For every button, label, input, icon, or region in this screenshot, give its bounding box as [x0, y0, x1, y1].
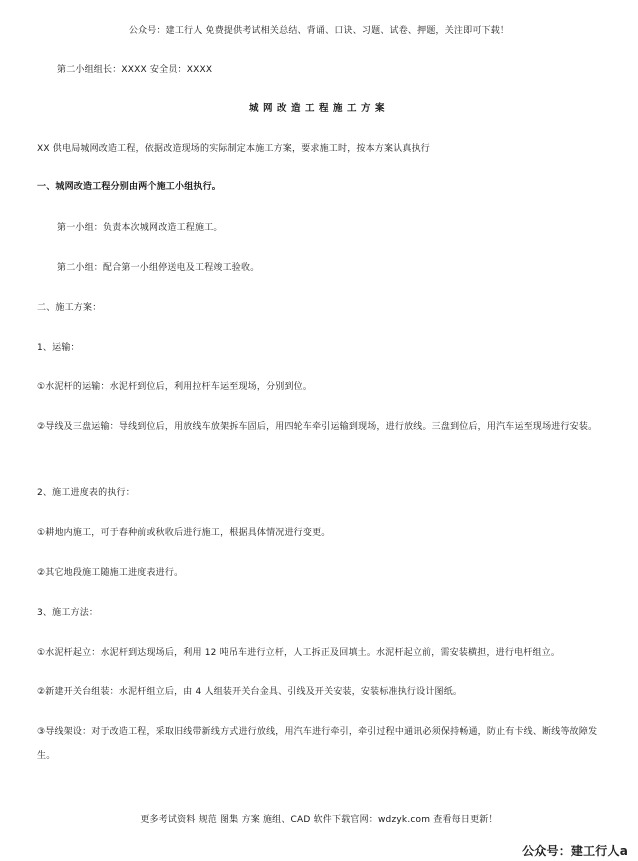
sub2-heading: 2、施工进度表的执行： — [37, 488, 135, 498]
header-notice: 公众号：建工行人 免费提供考试相关总结、背诵、口诀、习题、试卷、押题，关注即可下载！ — [128, 26, 510, 36]
sub1-heading: 1、运输： — [37, 343, 80, 353]
footer-text: 更多考试资料 规范 图集 方案 施组、CAD 软件下载官网：wdzyk.com 查看每日更新！ — [140, 815, 498, 825]
corner-watermark: 公众号：建工行人a — [522, 844, 628, 858]
section2-heading: 二、施工方案： — [37, 303, 102, 313]
intro-paragraph: XX 供电局城网改造工程，依据改造现场的实际制定本施工方案，要求施工时，按本方案认真执行 — [37, 144, 430, 154]
sub2-item2: ②其它地段施工随施工进度表进行。 — [37, 568, 184, 578]
sub1-item2: ②导线及三盘运输：导线到位后，用放线车放架拆车固后，用四轮车牵引运输到现场，进行放线。三盘到位后，用汽车运至现场进行安装。 — [37, 422, 598, 432]
sub3-heading: 3、施工方法： — [37, 608, 99, 618]
section1-heading: 一、城网改造工程分别由两个施工小组执行。 — [37, 182, 222, 192]
sub2-item1: ①耕地内施工，可于春种前或秋收后进行施工，根据具体情况进行变更。 — [37, 528, 331, 538]
sub1-item1: ①水泥杆的运输：水泥杆到位后，利用拉杆车运至现场，分别到位。 — [37, 382, 313, 392]
sub3-item2: ②新建开关台组装：水泥杆组立后，由 4 人组装开关台金具、引线及开关安装，安装标准执行设计图纸。 — [37, 687, 463, 697]
section1-item1: 第一小组：负责本次城网改造工程施工。 — [57, 223, 223, 233]
section1-item2: 第二小组：配合第一小组停送电及工程竣工验收。 — [57, 263, 260, 273]
sub3-item3: ③导线架设：对于改造工程，采取旧线带新线方式进行放线，用汽车进行牵引，牵引过程中通讯必须保持畅通，防止有卡线、断线等故障发生。 — [37, 727, 598, 761]
group-leader-line: 第二小组组长：XXXX 安全员：XXXX — [57, 65, 213, 75]
document-title: 城网改造工程施工方案 — [248, 103, 389, 114]
sub3-item1: ①水泥杆起立：水泥杆到达现场后，利用 12 吨吊车进行立杆，人工拆正及回填土。水泥杆起立前，需安装横担，进行电杆组立。 — [37, 648, 561, 658]
